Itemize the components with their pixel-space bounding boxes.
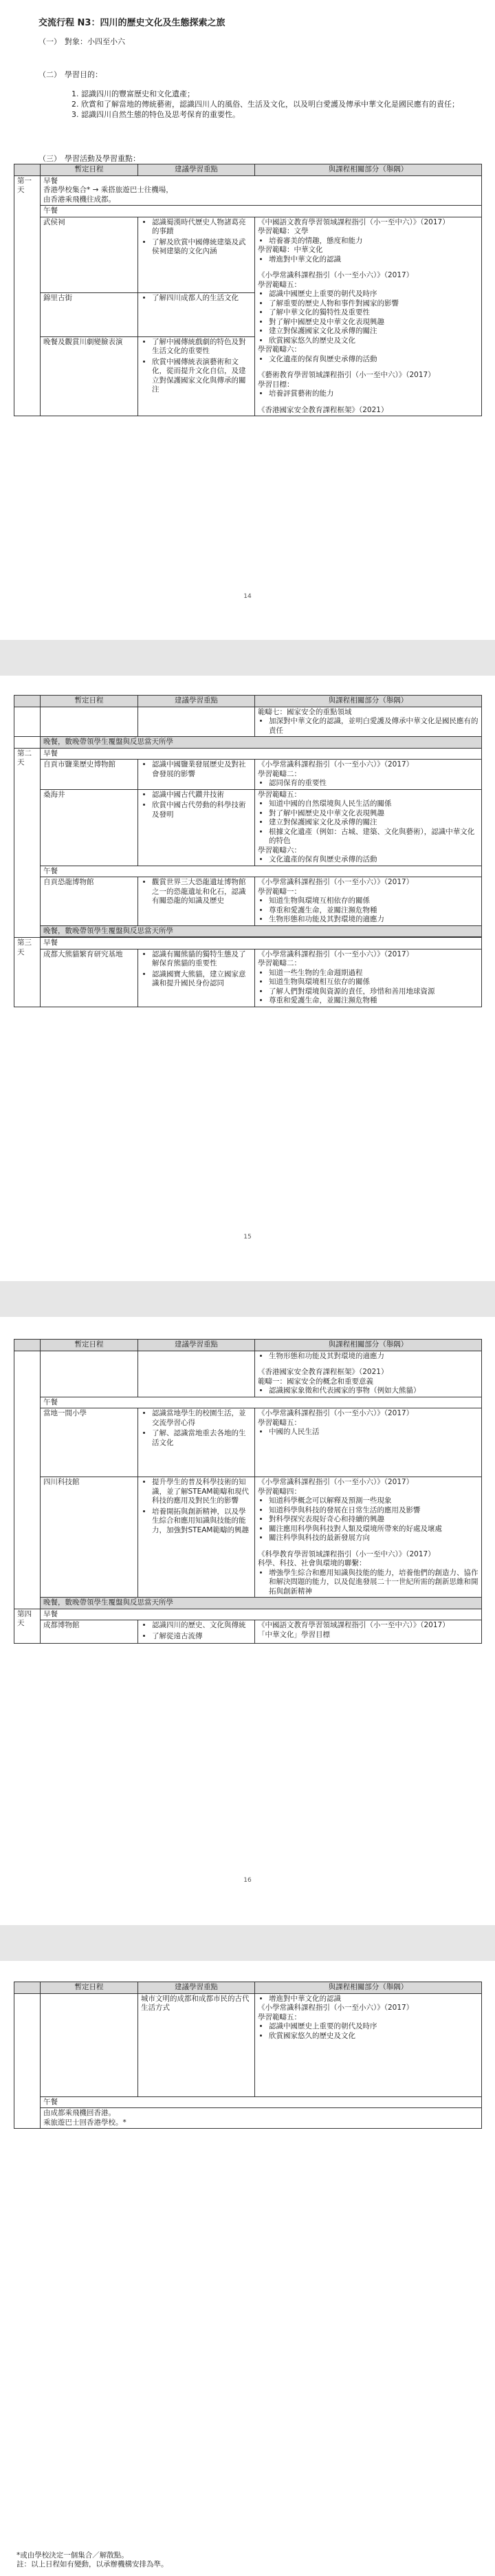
page-number: 15 — [243, 1234, 252, 1241]
itinerary-item: 錦里古街 — [41, 292, 138, 336]
schedule-table-page1 — [14, 164, 482, 416]
objective-item: 1. 認識四川的豐富歷史和文化遺產； — [81, 89, 466, 99]
table-row: 自貢市鹽業歷史博物館 • 認識中國鹽業發展歷史及對社會發展的影響 《小學常識科課程指引（小一至小六）》（2017） 學習範疇二： • 認同保育的重要性 — [14, 760, 482, 790]
itinerary-item: 武侯祠 — [41, 217, 138, 292]
schedule-table-page4 — [14, 1982, 482, 2129]
table-row: 桑海井 • 認識中國古代鑽井技術 • 欣賞中國古代勞動的科學技術及發明 學習範疇五： • 知道中國的自然環境與人民生活的關係 • 對了解中國歷史及中華文化表現興趣 • 建立對保護國家文化及承傳的關注 • 根據文化遺產（例如：古城、建築、文化與藝術），認識中華文化的特色 學習範疇六： • 文化遺產的保育與歷史承傳的活動 — [14, 789, 482, 866]
page-separator — [0, 640, 495, 676]
table-row: 午餐 — [14, 206, 482, 217]
header-focus: 建議學習重點 — [138, 164, 255, 176]
table-row: 自貢恐龍博物館 • 觀賞世界三大恐龍遺址博物館之一的恐龍遺址和化石，認識有關恐龍的知識及歷史 《小學常識科課程指引（小一至小六）》（2017） 學習範疇一： • 知道生物與環境互相依存的關係 • 尊重和愛護生命，並關注瀕危物種 • 生物形態和功能及其對環境的適應力 — [14, 877, 482, 926]
table-row: • 生物形態和功能及其對環境的適應力 《香港國家安全教育課程框架》（2021） 範疇一：國家安全的概念和重要意義 • 認識國家象徵和代表國家的事物（例如大熊貓） — [14, 1351, 482, 1397]
table-row: 晚餐，數晚帶領學生覆盤與反思當天所學 — [14, 737, 482, 749]
table-row: 第二天 早餐 — [14, 748, 482, 760]
document-title: 交流行程 N3：四川的歷史文化及生態探索之旅 — [38, 18, 226, 28]
footnote: 註：以上日程如有變動，以承辦機構安排為準。 — [16, 2560, 168, 2568]
table-row: 第一天 早餐 香港學校集合* → 乘搭旅遊巴士往機場， 由香港乘飛機往成都。 — [14, 175, 482, 206]
table-row: 四川科技館 • 提升學生的普及科學技術的知識，並了解STEAM範疇和現代科技的應用及對民生的影響 • 培養開拓與創新精神，以及學生綜合和應用知識與技能的能力，加強對STEAM範疇的興趣 《小學常識科課程指引（小一至小六）》（2017） 學習範疇四： • 知道科學概念可以解釋及預測一些現象 • 知道科學與科技的發展在日常生活的應用及影響 • 對科學探究表現好奇心和持續的興趣 • 關注應用科學與科技對人類及環境所帶來的好處及壞處 • 關注科學與科技的最新發展方向 《科學教育學習領域課程指引（小一至中六）》（2017） 科學、科技、社會與環境的聯繫： • 增強學生綜合和應用知識與技能的能力，培養他們的創造力、協作和解決問題的能力，以及促進發展二十一世紀所需的創新思維和開拓與創新精神 — [14, 1477, 482, 1598]
table-row: 晚餐，數晚帶領學生覆盤與反思當天所學 — [14, 925, 482, 937]
page-separator — [0, 1925, 495, 1961]
objective-item: 3. 認識四川自然生態的特色及思考保育的重要性。 — [81, 110, 466, 120]
section-target: （一） 對象：小四至小六 — [38, 37, 125, 46]
table-row: 第三天 早餐 — [14, 938, 482, 949]
header-day — [14, 164, 41, 176]
table-row: 午餐 — [14, 1397, 482, 1408]
table-row: 第四天 早餐 — [14, 1609, 482, 1620]
objective-item: 2. 欣賞和了解當地的傳統藝術，認識四川人的風俗、生活及文化，以及明白愛護及傳承中華文化是國民應有的責任； — [81, 100, 466, 109]
table-row: 當地一間小學 • 認識當地學生的校園生活，並交流學習心得 • 了解、認識當地重去各地的生活文化 《小學常識科課程指引（小一至小六）》（2017） 學習範疇五： • 中國的人民生活 — [14, 1408, 482, 1477]
table-row: 晚餐及觀賞川劇變臉表演 • 了解中國傳統戲劇的特色及對生活文化的重要性 • 欣賞中國傳統表演藝術和文化，從而提升文化自信，及建立對保護國家文化與傳承的關注 — [14, 336, 482, 416]
table-header-row: 暫定日程 建議學習重點 與課程相關部分（舉隅） — [14, 696, 482, 707]
schedule-table-page3 — [14, 1339, 482, 1644]
table-row: 城市文明的成都和成都市民的古代生活方式 • 增進對中華文化的認識 《小學常識科課程指引（小一至小六）》（2017） 學習範疇五： • 認識中國歷史上重要的朝代及時序 • 欣賞國家悠久的歷史及文化 — [14, 1993, 482, 2096]
table-row: 成都大熊貓繁育研究基地 • 認識有關熊貓的獨特生態及了解保育熊貓的重要性 • 認識國寶大熊貓，建立國家意識和提升國民身份認同 《小學常識科課程指引（小一至小六）》（2017） 學習範疇二： • 知道一些生物的生命週期過程 • 知道生物與環境相互依存的關係 • 了解人們對環境與資源的責任，珍惜和善用地球資源 • 尊重和愛護生命，並關注瀕危物種 — [14, 949, 482, 1007]
itinerary-item: 晚餐及觀賞川劇變臉表演 — [41, 336, 138, 416]
table-row: 午餐 — [14, 2096, 482, 2108]
curriculum-cell: 《中國語文教育學習領域課程指引（小一至中六）》（2017） 學習範疇：文學 • 培養審美的情趣，態度和能力 學習範疇：中華文化 • 增進對中華文化的認識 《小學常識科課程指引（小一至小六）》（2017） 學習範疇五： • 認識中國歷史上重要的朝代及時序 • 了解重要的歷史人物和事件對國家的影響 • 了解中華文化的獨特性及重要性 • 對了解中國歷史及中華文化表現興趣 • 建立對保護國家文化及承傳的關注 • 欣賞國家悠久的歷史及文化 學習範疇六： • 文化遺產的保育與歷史承傳的活動 《藝術教育學習領域課程指引（小一至中六）》（2017） 學習目標： • 培養評賞藝術的能力 《香港國家安全教育課程框架》（2021） — [255, 217, 482, 416]
table-row: 範疇七：國家安全的重點領域 • 加深對中華文化的認識，並明白愛護及傳承中華文化是國民應有的責任 — [14, 707, 482, 737]
table-row: 錦里古街 • 了解四川成都人的生活文化 — [14, 292, 482, 336]
header-item: 暫定日程 — [41, 164, 138, 176]
schedule-table-page2 — [14, 695, 482, 1007]
header-framework: 與課程相關部分（舉隅） — [255, 164, 482, 176]
footnotes — [16, 2551, 168, 2569]
page-number: 14 — [243, 593, 252, 600]
table-row: 由成都乘飛機回香港。 乘旅遊巴士回香港學校。* — [14, 2108, 482, 2129]
footnote: *或由學校決定一個集合／解散點。 — [16, 2551, 129, 2559]
page-number: 16 — [243, 1877, 252, 1884]
objectives-list — [66, 89, 466, 120]
table-header-row: 暫定日程 建議學習重點 與課程相關部分（舉隅） — [14, 1340, 482, 1351]
section-schedule: （三） 學習活動及學習重點： — [38, 154, 140, 163]
table-row: 晚餐，數晚帶領學生覆盤與反思當天所學 — [14, 1598, 482, 1609]
table-row: 武侯祠 • 認識蜀漢時代歷史人物諸葛亮的事蹟 • 了解及欣賞中國傳統建築及武侯祠建築的文化內涵 《中國語文教育學習領域課程指引（小一至中六）》（2017） 學習範疇：文學 • 培養審美的情趣，態度和能力 學習範疇：中華文化 • 增進對中華文化的認識 《小學常識科課程指引（小一至小六）》（2017） 學習範疇五： • 認識中國歷史上重要的朝代及時序 • 了解重要的歷史人物和事件對國家的影響 • 了解中華文化的獨特性及重要性 • 對了解中國歷史及中華文化表現興趣 • 建立對保護國家文化及承傳的關注 • 欣賞國家悠久的歷史及文化 學習範疇六： • 文化遺產的保育與歷史承傳的活動 《藝術教育學習領域課程指引（小一至中六）》（2017） 學習目標： • 培養評賞藝術的能力 《香港國家安全教育課程框架》（2021） — [14, 217, 482, 292]
day-label: 第一天 — [14, 175, 41, 416]
table-header-row — [14, 164, 482, 176]
table-row: 午餐 — [14, 866, 482, 877]
page-separator — [0, 1281, 495, 1317]
table-header-row: 暫定日程 建議學習重點 與課程相關部分（舉隅） — [14, 1982, 482, 1994]
section-objectives: （二） 學習目的： — [38, 70, 102, 79]
table-row: 成都博物館 • 認識四川的歷史、文化與傳統 • 了解從遠古流傳 《中國語文教育學習領域課程指引（小一至中六）》（2017） 「中華文化」學習目標 — [14, 1620, 482, 1644]
